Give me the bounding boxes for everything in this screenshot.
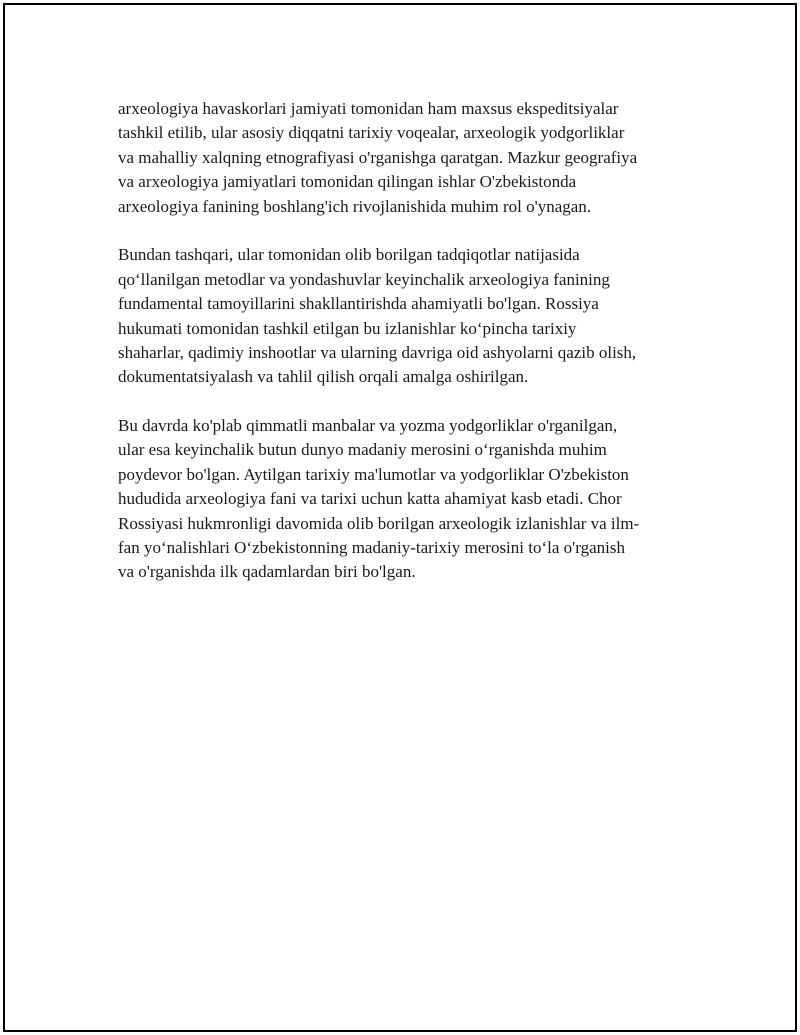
- text-line: tashkil etilib, ular asosiy diqqatni tarixiy voqealar, arxeologik yodgorliklar: [118, 123, 625, 143]
- text-line: ular esa keyinchalik butun dunyo madaniy merosini o‘rganishda muhim: [118, 440, 607, 460]
- text-line: fan yo‘nalishlari O‘zbekistonning madaniy-tarixiy merosini to‘la o'rganish: [118, 538, 625, 558]
- text-line: shaharlar, qadimiy inshootlar va ularning davriga oid ashyolarni qazib olish,: [118, 342, 637, 362]
- text-line: va o'rganishda ilk qadamlardan biri bo'lgan.: [118, 562, 416, 582]
- text-line: hukumati tomonidan tashkil etilgan bu izlanishlar ko‘pincha tarixiy: [118, 318, 577, 338]
- paragraph-2: [118, 243, 693, 389]
- text-line: va mahalliy xalqning etnografiyasi o'rganishga qaratgan. Mazkur geografiya: [118, 147, 638, 167]
- text-line: Rossiyasi hukmronligi davomida olib borilgan arxeologik izlanishlar va ilm-: [118, 513, 640, 533]
- text-line: poydevor bo'lgan. Aytilgan tarixiy ma'lumotlar va yodgorliklar O'zbekiston: [118, 464, 629, 484]
- text-line: hududida arxeologiya fani va tarixi uchun katta ahamiyat kasb etadi. Chor: [118, 489, 622, 509]
- page-frame: [3, 3, 797, 1032]
- text-line: dokumentatsiyalash va tahlil qilish orqali amalga oshirilgan.: [118, 367, 529, 387]
- text-line: qo‘llanilgan metodlar va yondashuvlar keyinchalik arxeologiya fanining: [118, 269, 610, 289]
- paragraph-1: [118, 97, 693, 219]
- text-line: arxeologiya fanining boshlang'ich rivojlanishida muhim rol o'ynagan.: [118, 196, 592, 216]
- text-line: Bundan tashqari, ular tomonidan olib borilgan tadqiqotlar natijasida: [118, 245, 580, 265]
- text-line: Bu davrda ko'plab qimmatli manbalar va yozma yodgorliklar o'rganilgan,: [118, 416, 618, 436]
- text-line: va arxeologiya jamiyatlari tomonidan qilingan ishlar O'zbekistonda: [118, 172, 577, 192]
- text-line: arxeologiya havaskorlari jamiyati tomonidan ham maxsus ekspeditsiyalar: [118, 99, 619, 118]
- text-line: fundamental tamoyillarini shakllantirishda ahamiyatli bo'lgan. Rossiya: [118, 294, 599, 314]
- paragraph-3: [118, 414, 693, 585]
- document-body: [118, 97, 693, 609]
